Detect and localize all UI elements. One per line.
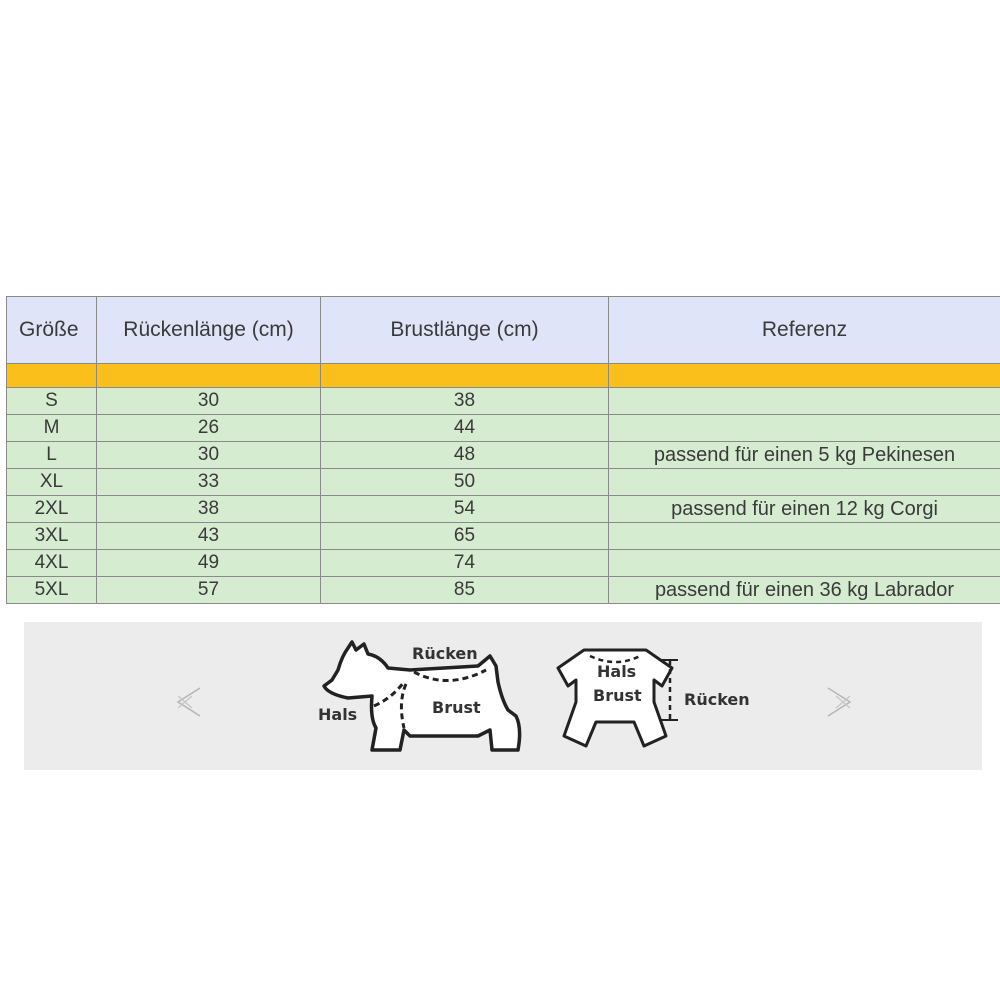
cell-reference: passend für einen 12 kg Corgi bbox=[609, 496, 1000, 523]
chevron-right-icon[interactable] bbox=[818, 682, 858, 722]
dog-chest-label: Brust bbox=[432, 698, 481, 717]
cell-chest: 85 bbox=[321, 577, 609, 604]
table-row bbox=[7, 550, 1000, 577]
table-row bbox=[7, 442, 1000, 469]
cell-back: 38 bbox=[97, 496, 321, 523]
cell-size: 2XL bbox=[7, 496, 97, 523]
size-table bbox=[6, 296, 1000, 604]
table-row bbox=[7, 523, 1000, 550]
cell-size: S bbox=[7, 388, 97, 415]
cell-back: 26 bbox=[97, 415, 321, 442]
cell-size: 3XL bbox=[7, 523, 97, 550]
cell-chest: 54 bbox=[321, 496, 609, 523]
dog-back-label: Rücken bbox=[412, 644, 478, 663]
cell-reference: passend für einen 36 kg Labrador bbox=[609, 577, 1000, 604]
coat-chest-label: Brust bbox=[593, 686, 642, 705]
chevron-left-icon[interactable] bbox=[170, 682, 210, 722]
table-row bbox=[7, 577, 1000, 604]
cell-chest: 50 bbox=[321, 469, 609, 496]
coat-neck-label: Hals bbox=[597, 662, 637, 681]
cell-size: 5XL bbox=[7, 577, 97, 604]
cell-back: 57 bbox=[97, 577, 321, 604]
cell-reference bbox=[609, 388, 1000, 415]
cell-reference bbox=[609, 415, 1000, 442]
dog-neck-label: Hals bbox=[318, 705, 358, 724]
cell-back: 43 bbox=[97, 523, 321, 550]
cell-back: 30 bbox=[97, 442, 321, 469]
cell-size: XL bbox=[7, 469, 97, 496]
cell-size: M bbox=[7, 415, 97, 442]
cell-chest: 44 bbox=[321, 415, 609, 442]
header-chest-length: Brustlänge (cm) bbox=[321, 297, 609, 364]
cell-reference bbox=[609, 550, 1000, 577]
table-row bbox=[7, 469, 1000, 496]
header-row bbox=[7, 297, 1000, 364]
cell-chest: 74 bbox=[321, 550, 609, 577]
cell-size: L bbox=[7, 442, 97, 469]
header-size: Größe bbox=[7, 297, 97, 364]
cell-back: 33 bbox=[97, 469, 321, 496]
table-row bbox=[7, 388, 1000, 415]
cell-reference: passend für einen 5 kg Pekinesen bbox=[609, 442, 1000, 469]
table-row bbox=[7, 496, 1000, 523]
accent-band-row bbox=[7, 364, 1000, 388]
cell-chest: 48 bbox=[321, 442, 609, 469]
cell-back: 30 bbox=[97, 388, 321, 415]
cell-back: 49 bbox=[97, 550, 321, 577]
cell-reference bbox=[609, 523, 1000, 550]
coat-back-label: Rücken bbox=[684, 690, 750, 709]
header-back-length: Rückenlänge (cm) bbox=[97, 297, 321, 364]
cell-reference bbox=[609, 469, 1000, 496]
header-reference: Referenz bbox=[609, 297, 1000, 364]
table-row bbox=[7, 415, 1000, 442]
cell-chest: 65 bbox=[321, 523, 609, 550]
cell-chest: 38 bbox=[321, 388, 609, 415]
cell-size: 4XL bbox=[7, 550, 97, 577]
